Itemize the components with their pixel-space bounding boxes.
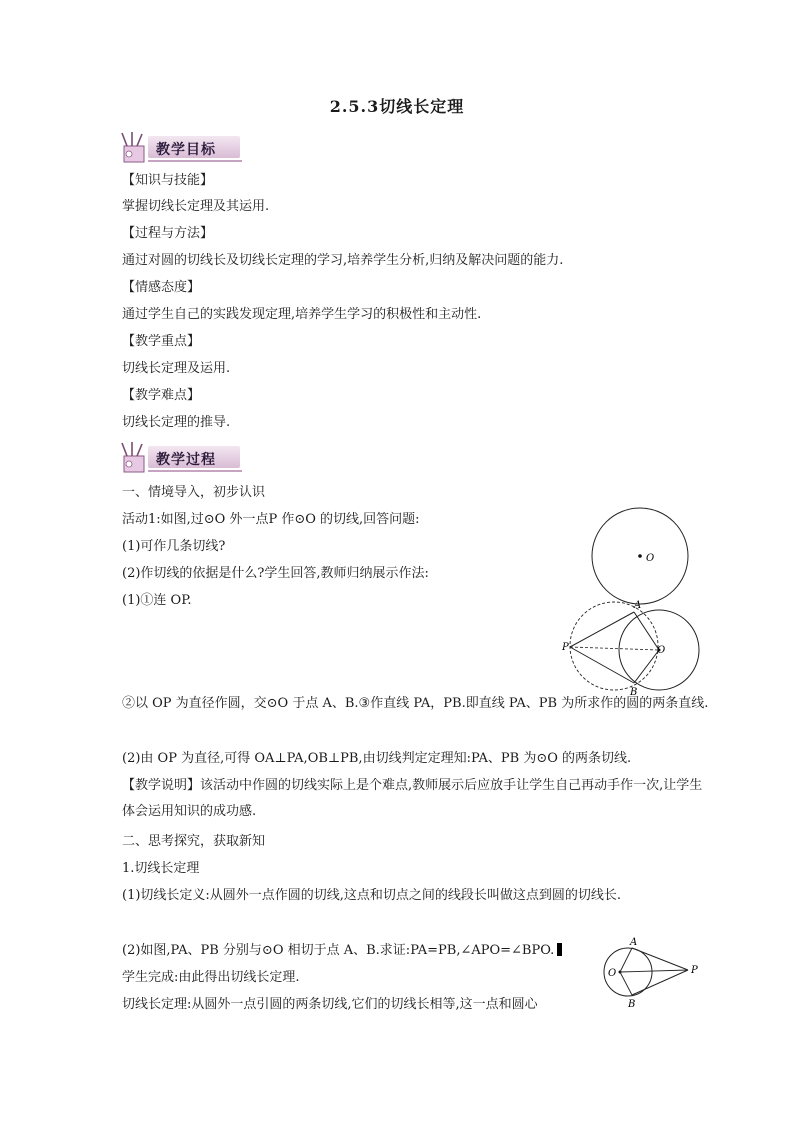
circle-diameter-op (570, 602, 658, 690)
exercise-prompt (122, 942, 562, 960)
text-cursor-block (557, 943, 562, 956)
theorem-statement: 切线长定理:从圆外一点引圆的两条切线,它们的切线长相等,这一点和圆心 (122, 997, 538, 1012)
step-2: ②以 OP 为直径作圆，交⊙O 于点 A、B.③作直线 PA，PB.即直线 PA、PB 为所求作的圆的两条直线. (122, 696, 709, 711)
step-3: (2)由 OP 为直径,可得 OA⊥PA,OB⊥PB,由切线判定定理知:PA、PB 为⊙O 的两条切线. (122, 751, 632, 766)
activity-1: 活动1:如图,过⊙O 外一点P 作⊙O 的切线,回答问题: (122, 512, 420, 527)
heading-key-point: 【教学重点】 (122, 334, 201, 349)
label-o-upper: O (646, 553, 655, 564)
segment-op (570, 647, 659, 650)
label-a: A (630, 937, 638, 948)
label-p: P (691, 965, 698, 976)
section-banner-objectives (118, 130, 242, 164)
radius-oa (620, 948, 632, 972)
label-o-lower: O (657, 645, 666, 656)
banner-label: 教学过程 (156, 452, 216, 468)
pencil-cup-icon (118, 440, 152, 474)
label-p: P (562, 642, 569, 653)
heading-difficulty: 【教学难点】 (122, 388, 201, 403)
student-completion: 学生完成:由此得出切线长定理. (122, 970, 300, 985)
heading-attitude: 【情感态度】 (122, 280, 201, 295)
radius-ob (620, 972, 632, 995)
exercise-text: (2)如图,PA、PB 分别与⊙O 相切于点 A、B.求证:PA=PB,∠APO=∠BPO. (122, 943, 555, 958)
label-b: B (628, 999, 636, 1010)
label-a: A (634, 600, 642, 611)
label-o: O (608, 968, 617, 979)
banner-underline (148, 470, 242, 472)
tangent-pb (632, 970, 688, 995)
text-knowledge: 掌握切线长定理及其运用. (122, 199, 270, 214)
text-key-point: 切线长定理及运用. (122, 361, 231, 376)
question-2: (2)作切线的依据是什么?学生回答,教师归纳展示作法: (122, 566, 429, 581)
tangent-pb (570, 647, 634, 683)
text-attitude: 通过学生自己的实践发现定理,培养学生学习的积极性和主动性. (122, 307, 482, 322)
subheading-theorem: 1.切线长定理 (122, 861, 200, 876)
step-1: (1)①连 OP. (122, 593, 192, 608)
segment-op (620, 970, 688, 972)
page-title: 2.5.3切线长定理 (329, 97, 465, 116)
tangent-length-figure (594, 932, 704, 1012)
construction-figure (556, 500, 716, 700)
text-process-method: 通过对圆的切线长及切线长定理的学习,培养学生分析,归纳及解决问题的能力. (122, 253, 564, 268)
section-heading-intro: 一、情境导入，初步认识 (122, 485, 266, 500)
banner-label: 教学目标 (156, 142, 216, 158)
center-dot (638, 554, 642, 558)
tangent-length-definition: (1)切线长定义:从圆外一点作圆的切线,这点和切点之间的线段长叫做这点到圆的切线长. (122, 888, 622, 903)
heading-process-method: 【过程与方法】 (122, 226, 214, 241)
tangent-pa (632, 948, 688, 970)
pencil-cup-icon (118, 130, 152, 164)
question-1: (1)可作几条切线? (122, 539, 226, 554)
section-banner-process (118, 440, 242, 474)
teaching-note: 【教学说明】该活动中作圆的切线实际上是个难点,教师展示后应放手让学生自己再动手作一次,让学生体会运用知识的成功感. (122, 778, 703, 819)
radius-ob (634, 650, 659, 683)
section-heading-explore: 二、思考探究，获取新知 (122, 834, 266, 849)
text-difficulty: 切线长定理的推导. (122, 415, 231, 430)
banner-underline (148, 160, 242, 162)
heading-knowledge: 【知识与技能】 (122, 173, 214, 188)
label-b: B (630, 687, 638, 698)
